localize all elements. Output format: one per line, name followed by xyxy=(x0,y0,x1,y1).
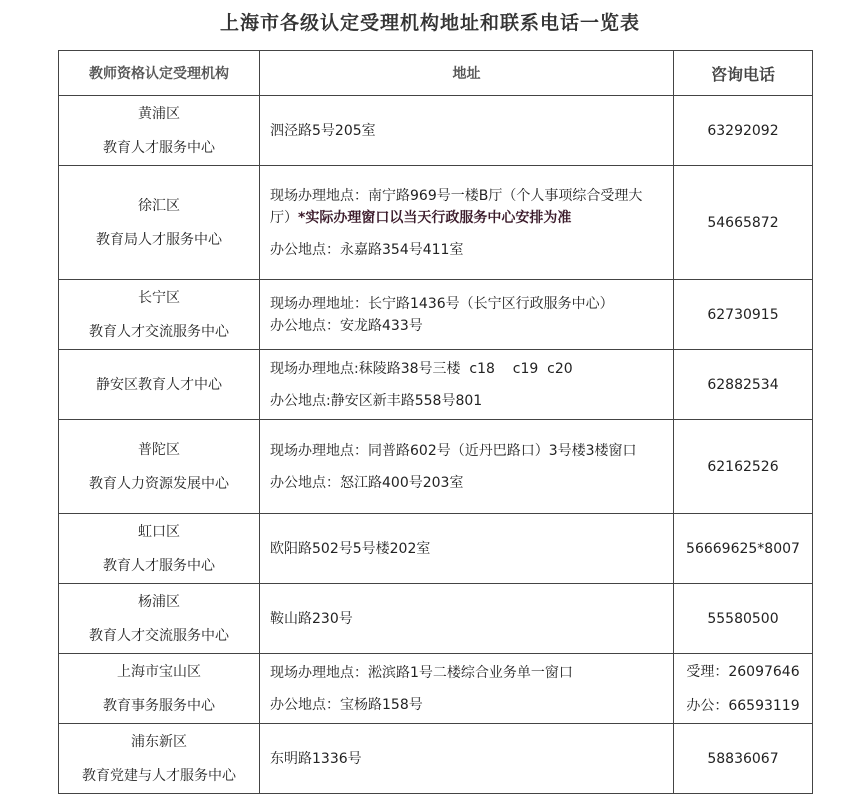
org-line: 长宁区 xyxy=(138,289,180,306)
phone-number: 办公：66593119 xyxy=(686,697,800,714)
table-row xyxy=(59,350,813,420)
header-phone: 咨询电话 xyxy=(674,51,813,96)
address-cell xyxy=(260,654,674,724)
address-line: 办公地点：宝杨路158号 xyxy=(270,696,423,713)
phone-cell xyxy=(674,96,813,166)
table-row xyxy=(59,724,813,794)
table-row xyxy=(59,514,813,584)
org-cell xyxy=(59,654,260,724)
org-line: 虹口区 xyxy=(138,523,180,540)
address-cell xyxy=(260,96,674,166)
address-line: 办公地点：怒江路400号203室 xyxy=(270,474,464,491)
phone-cell xyxy=(674,166,813,280)
org-line: 普陀区 xyxy=(138,441,180,458)
address-cell xyxy=(260,350,674,420)
org-line: 教育局人才服务中心 xyxy=(96,231,222,248)
org-cell xyxy=(59,280,260,350)
address-line: 泗泾路5号205室 xyxy=(270,122,376,139)
phone-number: 56669625*8007 xyxy=(686,540,800,557)
table-row xyxy=(59,280,813,350)
org-line: 教育人才交流服务中心 xyxy=(89,323,229,340)
address-line: 东明路1336号 xyxy=(270,750,362,767)
org-line: 黄浦区 xyxy=(138,105,180,122)
phone-number: 62730915 xyxy=(707,306,779,323)
org-line: 杨浦区 xyxy=(138,593,180,610)
org-line: 教育人力资源发展中心 xyxy=(89,475,229,492)
phone-number: 62162526 xyxy=(707,458,779,475)
phone-cell xyxy=(674,420,813,514)
org-cell xyxy=(59,724,260,794)
header-org: 教师资格认定受理机构 xyxy=(59,51,260,96)
address-cell xyxy=(260,514,674,584)
address-line: 欧阳路502号5号楼202室 xyxy=(270,540,431,557)
org-line: 教育人才服务中心 xyxy=(103,139,215,156)
phone-cell xyxy=(674,584,813,654)
org-line: 上海市宝山区 xyxy=(117,663,201,680)
phone-number: 62882534 xyxy=(707,376,779,393)
phone-cell xyxy=(674,654,813,724)
address-cell xyxy=(260,166,674,280)
phone-cell xyxy=(674,280,813,350)
address-line: 现场办理地点：同普路602号（近丹巴路口）3号楼3楼窗口 xyxy=(270,442,637,459)
org-line: 徐汇区 xyxy=(138,197,180,214)
address-line: 现场办理地点：南宁路969号一楼B厅（个人事项综合受理大厅） xyxy=(270,187,643,226)
page-title: 上海市各级认定受理机构地址和联系电话一览表 xyxy=(219,12,640,34)
org-line: 教育党建与人才服务中心 xyxy=(82,767,236,784)
address-line: 鞍山路230号 xyxy=(270,610,353,627)
org-line: 教育事务服务中心 xyxy=(103,697,215,714)
address-cell xyxy=(260,420,674,514)
phone-number: 54665872 xyxy=(707,214,779,231)
phone-number: 受理：26097646 xyxy=(686,663,800,680)
address-note: *实际办理窗口以当天行政服务中心安排为准 xyxy=(298,209,572,226)
address-line: 办公地点：安龙路433号 xyxy=(270,317,423,334)
org-cell xyxy=(59,584,260,654)
org-cell xyxy=(59,420,260,514)
address-line: 现场办理地点:秣陵路38号三楼 c18 c19 c20 xyxy=(270,360,573,377)
org-line: 静安区教育人才中心 xyxy=(96,376,222,393)
org-cell xyxy=(59,96,260,166)
address-line: 现场办理地点：淞滨路1号二楼综合业务单一窗口 xyxy=(270,664,573,681)
phone-cell xyxy=(674,514,813,584)
org-cell xyxy=(59,514,260,584)
table-row xyxy=(59,96,813,166)
org-line: 浦东新区 xyxy=(131,733,187,750)
phone-number: 55580500 xyxy=(707,610,779,627)
phone-cell xyxy=(674,350,813,420)
table-row xyxy=(59,584,813,654)
table-header-row xyxy=(59,51,813,96)
address-line: 现场办理地址：长宁路1436号（长宁区行政服务中心） xyxy=(270,295,614,312)
org-line: 教育人才服务中心 xyxy=(103,557,215,574)
table-row xyxy=(59,420,813,514)
phone-number: 63292092 xyxy=(707,122,779,139)
org-cell xyxy=(59,166,260,280)
address-line: 办公地点：永嘉路354号411室 xyxy=(270,241,464,258)
phone-number: 58836067 xyxy=(707,750,779,767)
org-cell xyxy=(59,350,260,420)
org-line: 教育人才交流服务中心 xyxy=(89,627,229,644)
contact-table xyxy=(58,50,813,794)
address-cell xyxy=(260,724,674,794)
table-row xyxy=(59,166,813,280)
address-line: 办公地点:静安区新丰路558号801 xyxy=(270,392,483,409)
phone-cell xyxy=(674,724,813,794)
address-cell xyxy=(260,584,674,654)
address-cell xyxy=(260,280,674,350)
header-address: 地址 xyxy=(260,51,674,96)
table-row xyxy=(59,654,813,724)
